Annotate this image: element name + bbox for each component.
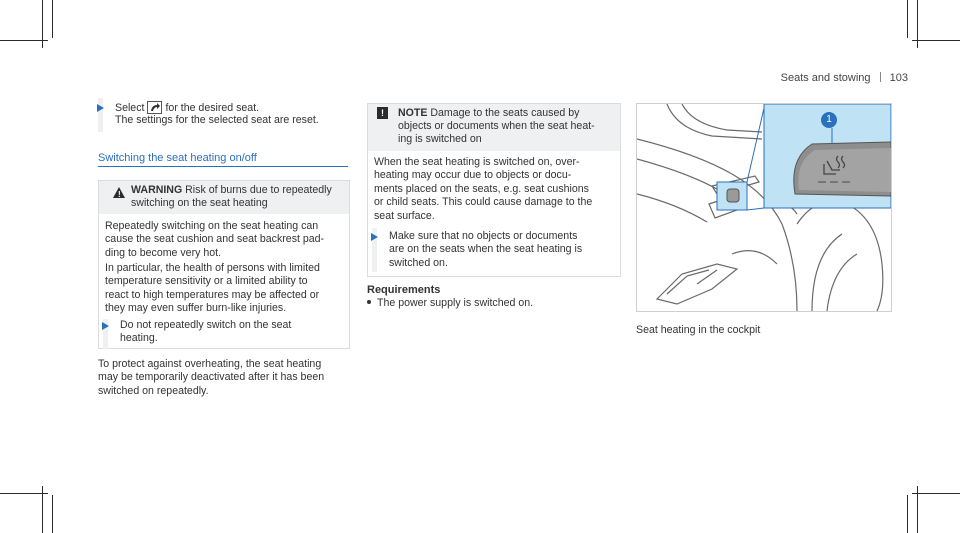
crop-mark: [917, 0, 918, 48]
crop-mark: [907, 0, 908, 38]
crop-mark: [0, 40, 48, 41]
warning-icon: !: [113, 187, 125, 198]
step-note: The settings for the selected seat are reset.: [115, 114, 319, 126]
cockpit-drawing: [637, 104, 891, 311]
section-title: Seats and stowing: [780, 72, 871, 84]
warning-title-line2: switching on the seat heating: [131, 197, 268, 209]
note-label: NOTE: [398, 107, 428, 119]
crop-mark: [912, 493, 960, 494]
page-number: 103: [889, 72, 908, 84]
crop-mark: [42, 486, 43, 533]
crop-mark: [0, 493, 48, 494]
crop-mark: [52, 495, 53, 533]
callout-1: 1: [821, 112, 837, 128]
step-select: Select for the desired seat.: [115, 102, 260, 114]
crop-mark: [52, 0, 53, 38]
crop-mark: [917, 486, 918, 533]
step-arrow-icon: [102, 322, 109, 330]
step-arrow-icon: [97, 104, 104, 112]
seat-heating-key-icon: [147, 101, 162, 114]
note-icon: !: [377, 107, 388, 119]
warning-step: Do not repeatedly switch on the seat heating.: [120, 319, 292, 345]
warning-body1: Repeatedly switching on the seat heating can cause the seat cushion and seat backrest pad- ding to become very hot.: [105, 220, 325, 259]
step-arrow-icon: [371, 233, 378, 241]
note-box: [367, 103, 621, 277]
overheating-paragraph: To protect against overheating, the seat heating may be temporarily deactivated after it has been switched on repeatedly.: [98, 358, 325, 397]
note-title: Damage to the seats caused by: [430, 107, 580, 119]
warning-body2: In particular, the health of persons with limited temperature sensitivity or a limited ability to react to high temperatures may be affected or they may even suffer burn-like injuries.: [105, 262, 320, 315]
cockpit-illustration: [636, 103, 892, 312]
warning-title: Risk of burns due to repeatedly: [185, 184, 332, 196]
note-step: Make sure that no objects or documents are on the seats when the seat heating is switched on.: [389, 230, 583, 269]
warning-box: [98, 180, 350, 349]
note-title-line2: objects or documents when the seat heat-: [398, 120, 595, 132]
section-heading: Switching the seat heating on/off: [98, 152, 257, 164]
note-title-line3: ing is switched on: [398, 133, 482, 145]
crop-mark: [907, 495, 908, 533]
note-body: When the seat heating is switched on, over- heating may occur due to objects or docu- ments placed on the seats, e.g. seat cushions or child seats. This could cause damage to the seat surface.: [374, 156, 593, 222]
running-header: [781, 72, 908, 84]
heading-rule: [98, 166, 348, 167]
crop-mark: [912, 40, 960, 41]
requirements-heading: Requirements: [367, 284, 441, 296]
bullet-icon: [367, 300, 371, 304]
warning-label: WARNING: [131, 184, 183, 196]
crop-mark: [42, 0, 43, 48]
figure-caption: Seat heating in the cockpit: [636, 324, 761, 336]
requirement-item: The power supply is switched on.: [367, 297, 533, 310]
